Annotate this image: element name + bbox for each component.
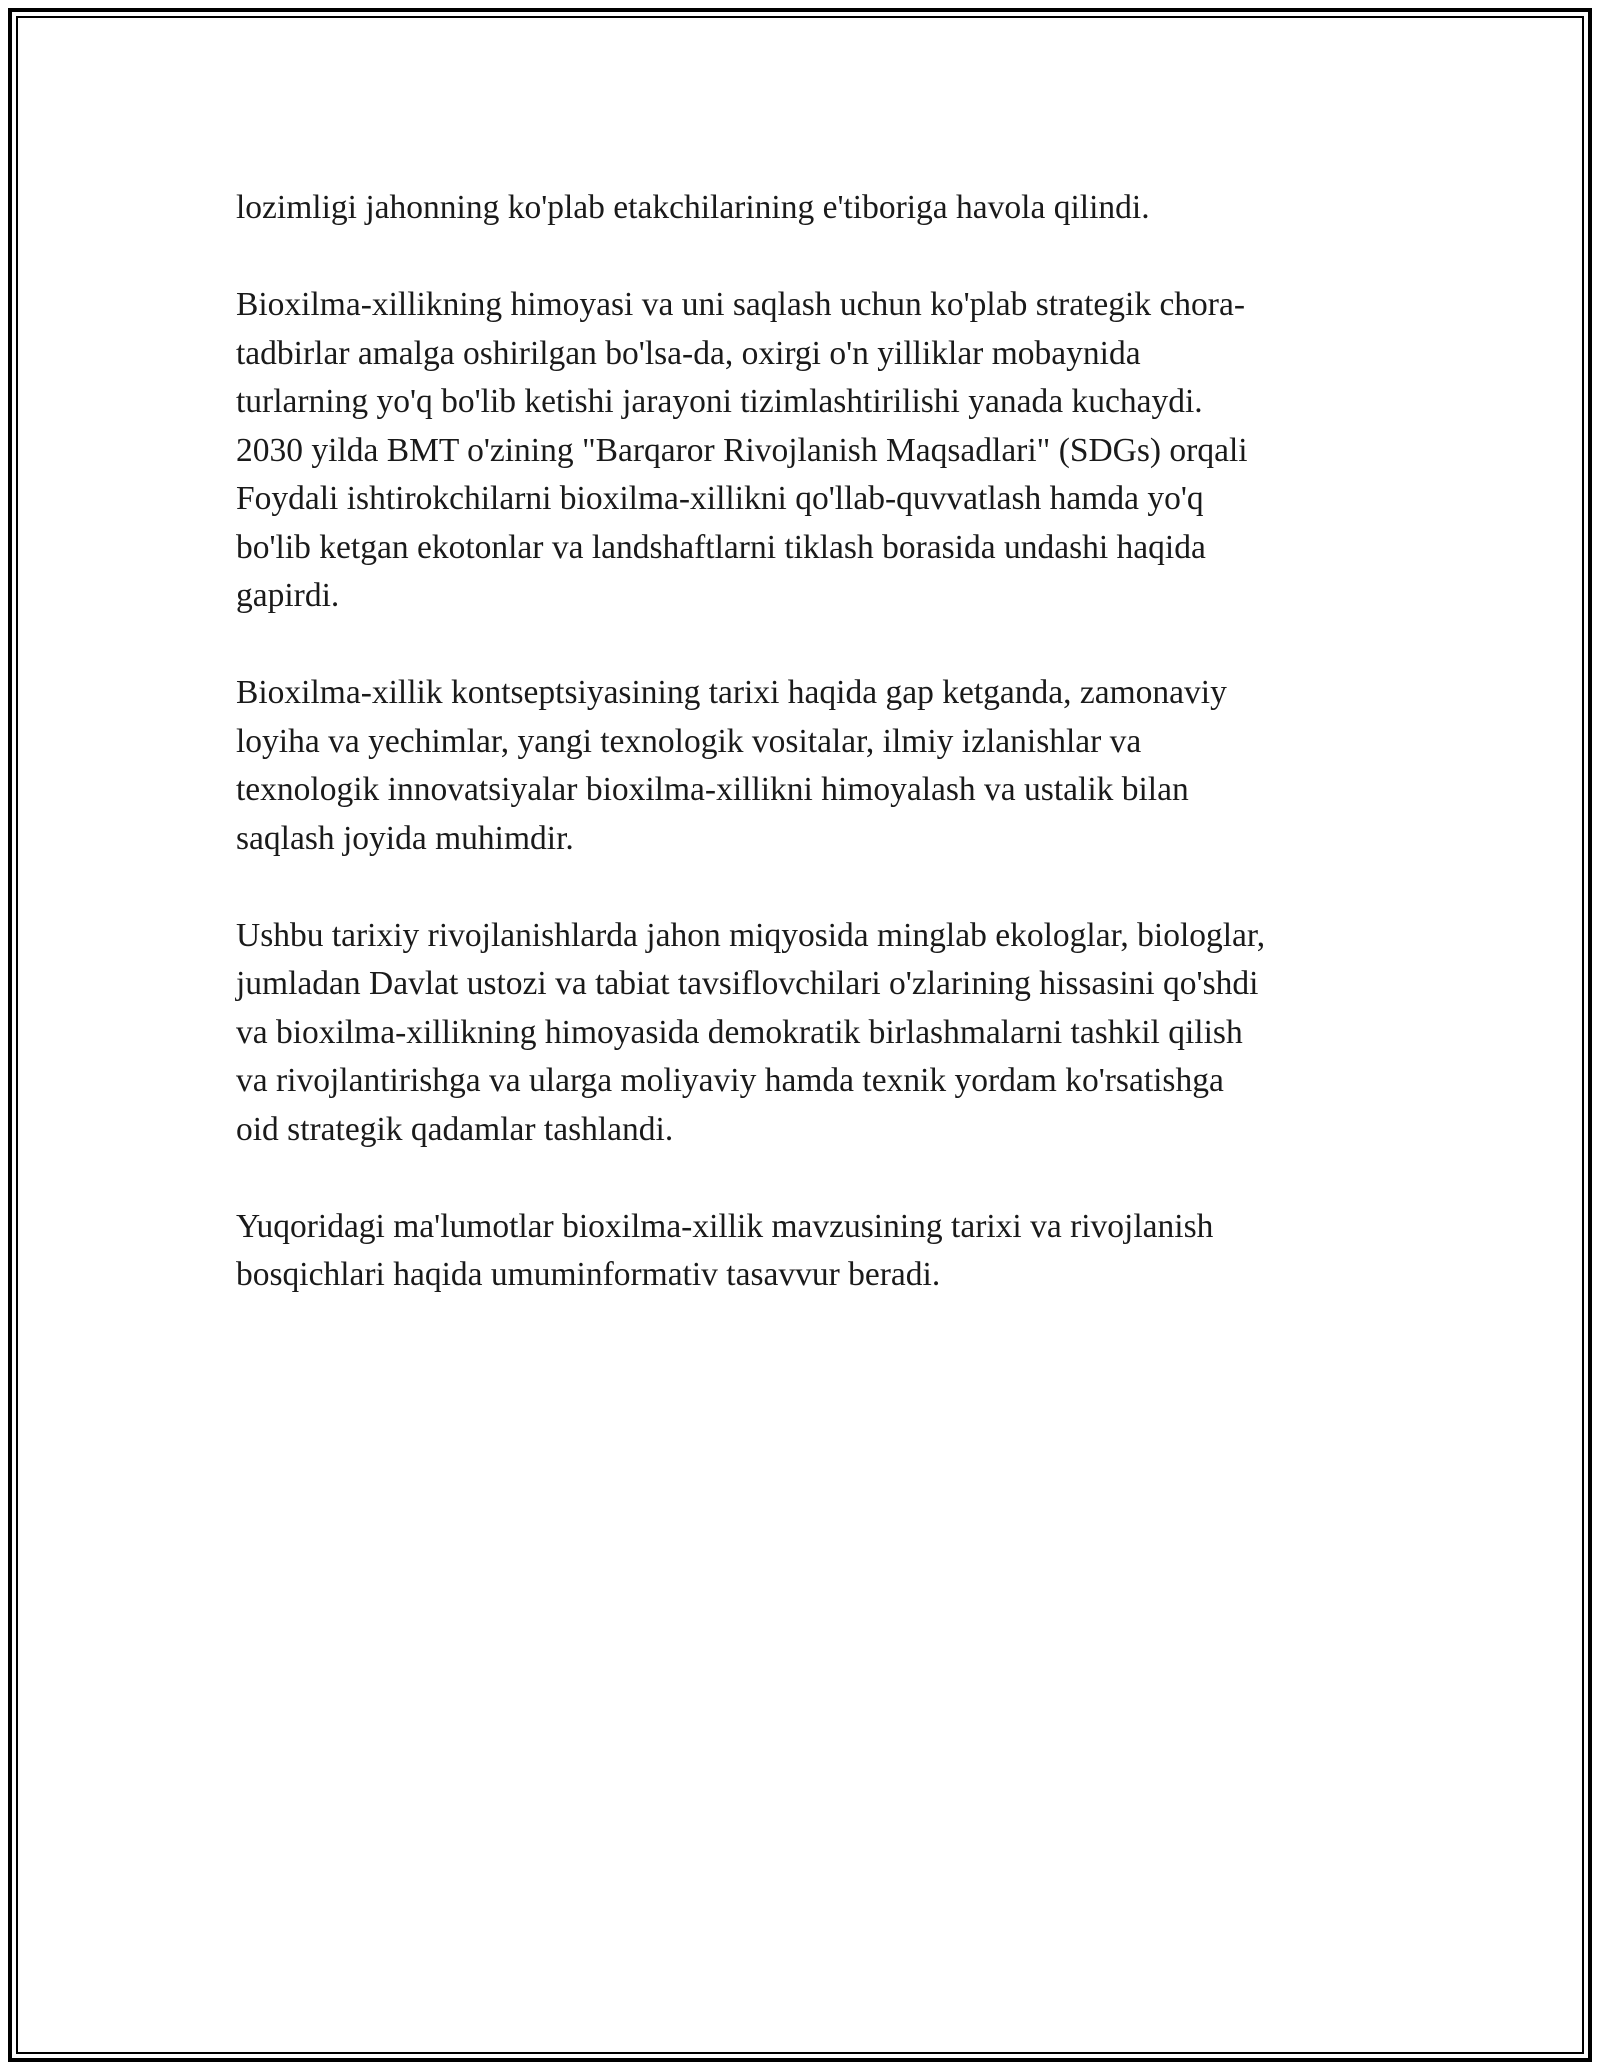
paragraph-1: lozimligi jahonning ko'plab etakchilarining e'tiboriga havola qilindi.: [236, 189, 1150, 226]
paragraph-4: Ushbu tarixiy rivojlanishlarda jahon miqyosida minglab ekologlar, biologlar, jumladan Davlat ustozi va tabiat tavsiflovchilari o'zlarining hissasini qo'shdi va bioxilma-xillikning himoyasida demokratik birlashmalarni tashkil qilish va rivojlantirishga va ularga moliyaviy hamda texnik yordam ko'rsatishga oid strategik qadamlar tashlandi.: [236, 916, 1266, 1148]
document-body: [236, 184, 1386, 1348]
paragraph-5: Yuqoridagi ma'lumotlar bioxilma-xillik mavzusining tarixi va rivojlanish bosqichlari haqida umuminformativ tasavvur beradi.: [236, 1207, 1214, 1293]
paragraph-2: Bioxilma-xillikning himoyasi va uni saqlash uchun ko'plab strategik chora- tadbirlar amalga oshirilgan bo'lsa-da, oxirgi o'n yilliklar mobaynida turlarning yo'q bo'lib ketishi jarayoni tizimlashtirilishi yanada kuchaydi. 2030 yilda BMT o'zining "Barqaror Rivojlanish Maqsadlari" (SDGs) orqali Foydali ishtirokchilarni bioxilma-xillikni qo'llab-quvvatlash hamda yo'q bo'lib ketgan ekotonlar va landshaftlarni tiklash borasida undashi haqida gapirdi.: [236, 286, 1248, 614]
paragraph-3: Bioxilma-xillik kontseptsiyasining tarixi haqida gap ketganda, zamonaviy loyiha va yechimlar, yangi texnologik vositalar, ilmiy izlanishlar va texnologik innovatsiyalar bioxilma-xillikni himoyalash va ustalik bilan saqlash joyida muhimdir.: [236, 674, 1227, 857]
